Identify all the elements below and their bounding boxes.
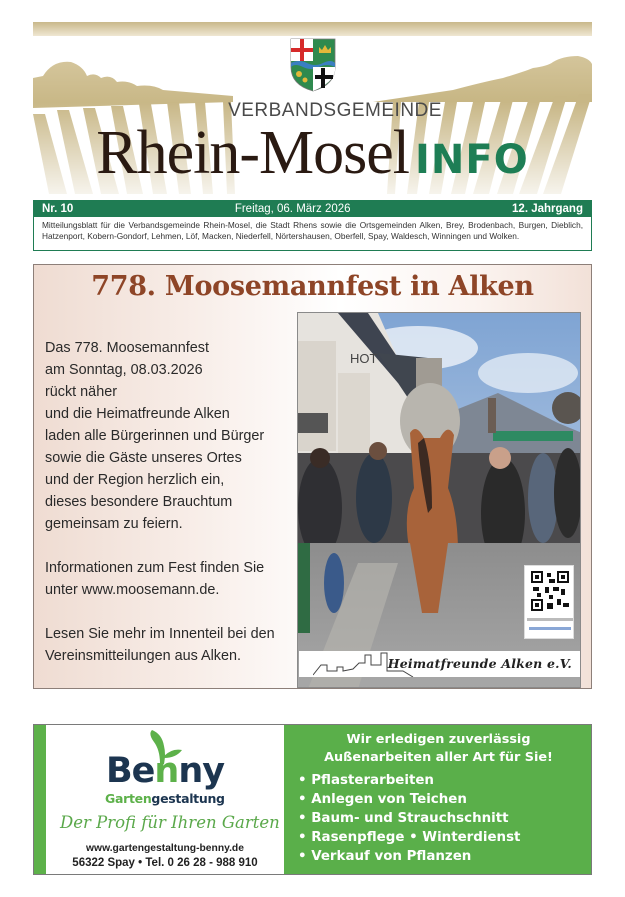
ad-website-link[interactable]: www.gartengestaltung-benny.de bbox=[86, 843, 244, 854]
tagline-dark: gestaltung bbox=[151, 791, 225, 806]
feature-paragraph bbox=[45, 337, 295, 535]
text-line: Das 778. Moosemannfest bbox=[45, 340, 209, 356]
qr-url-caption bbox=[529, 627, 571, 630]
feature-photo bbox=[297, 312, 581, 688]
issue-number: Nr. 10 bbox=[42, 202, 74, 215]
feature-paragraph bbox=[45, 557, 295, 601]
issue-bar bbox=[33, 200, 592, 217]
website-link[interactable]: unter www.moosemann.de. bbox=[45, 582, 220, 598]
masthead bbox=[33, 22, 592, 194]
ad-services-list bbox=[298, 771, 591, 866]
issue-volume: 12. Jahrgang bbox=[512, 202, 583, 215]
masthead-kicker: VERBANDSGEMEINDE bbox=[228, 100, 442, 121]
text-line: laden alle Bürgerinnen und Bürger bbox=[45, 428, 265, 444]
service-item: • Rasenpflege • Winterdienst bbox=[298, 830, 521, 845]
service-item: • Pflasterarbeiten bbox=[298, 773, 434, 788]
club-name: Heimatfreunde Alken e.V. bbox=[387, 656, 572, 671]
service-item: • Baum- und Strauchschnitt bbox=[298, 811, 509, 826]
masthead-title: Rhein-Mosel bbox=[96, 119, 410, 187]
text-line: sowie die Gäste unseres Ortes bbox=[45, 450, 242, 466]
issue-date: Freitag, 06. März 2026 bbox=[234, 202, 351, 215]
tagline-green: Garten bbox=[105, 791, 152, 806]
feature-paragraph bbox=[45, 623, 295, 667]
issue-subtitle: Mitteilungsblatt für die Verbandsgemeinde Rhein-Mosel, die Stadt Rhens sowie die Ortsgemeinden Alken, Brey, Brodenbach, Burgen, Dieblich, Hatzenport, Kobern-Gondorf, Lehmen, Löf, Macken, Niederfell, Nörtershausen, Oberfell, Spay, Waldesch, Winningen und Wolken. bbox=[33, 217, 592, 251]
text-line: dieses besondere Brauchtum bbox=[45, 494, 233, 510]
ad-contact: 56322 Spay • Tel. 0 26 28 - 988 910 bbox=[72, 857, 258, 869]
brand-accent-letter: n bbox=[154, 751, 179, 791]
ad-brand-panel bbox=[34, 725, 284, 874]
text-line: am Sonntag, 08.03.2026 bbox=[45, 362, 203, 378]
ad-intro-line: Wir erledigen zuverlässig bbox=[346, 732, 531, 747]
text-line: Vereinsmitteilungen aus Alken. bbox=[45, 648, 241, 664]
text-line: rückt näher bbox=[45, 384, 117, 400]
feature-headline: 778. Moosemannfest in Alken bbox=[91, 271, 534, 302]
advertisement-benny[interactable] bbox=[33, 724, 592, 875]
text-line: Informationen zum Fest finden Sie bbox=[45, 560, 265, 576]
brand-logo bbox=[106, 753, 224, 789]
text-line: und der Region herzlich ein, bbox=[45, 472, 225, 488]
hotel-sign-text: HOT bbox=[350, 351, 378, 366]
brand-tagline bbox=[105, 791, 225, 806]
brand-prefix: Be bbox=[106, 751, 155, 791]
masthead-title-suffix: INFO bbox=[415, 137, 529, 183]
masthead-title-row bbox=[33, 118, 592, 188]
feature-body bbox=[45, 337, 295, 689]
text-line: Lesen Sie mehr im Innenteil bei den bbox=[45, 626, 275, 642]
qr-code-icon bbox=[531, 571, 569, 611]
brand-suffix: ny bbox=[178, 751, 225, 791]
qr-code-panel[interactable] bbox=[524, 565, 574, 639]
feature-article bbox=[33, 264, 592, 689]
brand-slogan: Der Profi für Ihren Garten bbox=[60, 813, 280, 832]
service-item: • Anlegen von Teichen bbox=[298, 792, 467, 807]
ad-intro bbox=[298, 731, 591, 767]
ad-services-panel bbox=[284, 725, 591, 874]
coat-of-arms-icon bbox=[289, 37, 337, 93]
text-line: gemeinsam zu feiern. bbox=[45, 516, 183, 532]
text-line: und die Heimatfreunde Alken bbox=[45, 406, 230, 422]
club-logo-strip bbox=[299, 651, 580, 677]
service-item: • Verkauf von Pflanzen bbox=[298, 849, 472, 864]
ad-intro-line: Außenarbeiten aller Art für Sie! bbox=[324, 750, 553, 765]
qr-caption bbox=[527, 618, 573, 621]
